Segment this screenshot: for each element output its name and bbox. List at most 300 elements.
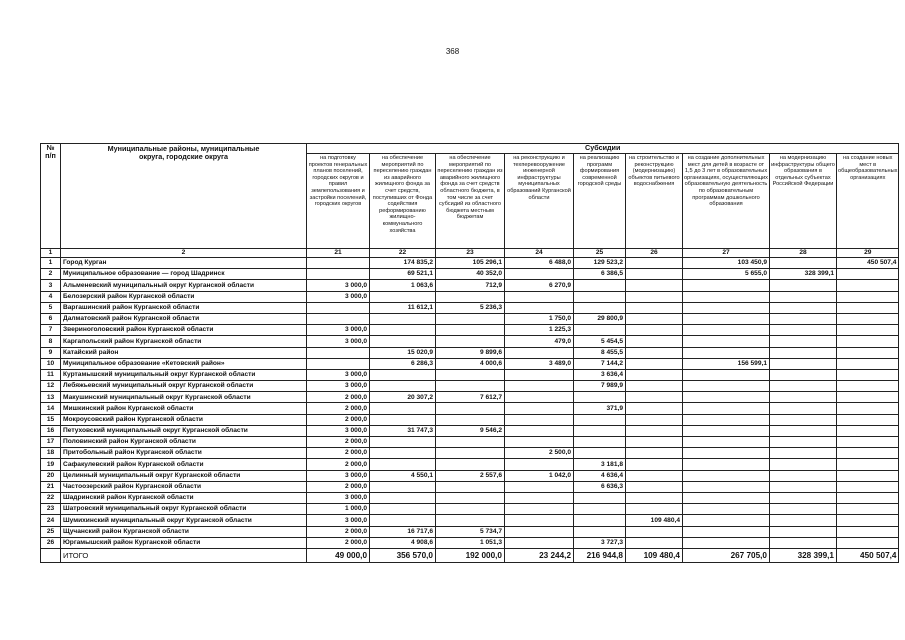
subsidy-value (370, 448, 436, 459)
subcolumn-header: на создание дополнительных мест для детей в возрасте от 1,5 до 3 лет в образовательных организациях, осуществляющих образовательную деятельность по образовательным программам дошкольного образования (683, 154, 770, 249)
subsidy-value (683, 291, 770, 302)
subsidy-value (837, 403, 899, 414)
subsidy-value (505, 459, 574, 470)
subsidy-value (626, 280, 683, 291)
subcolumn-header: на подготовку проектов генеральных планов поселений, городских округов и правил землепользования и застройки поселений, городских округов (307, 154, 370, 249)
subsidy-value (626, 291, 683, 302)
subsidy-value: 1 051,3 (436, 537, 505, 548)
total-value: 450 507,4 (837, 548, 899, 562)
subsidy-value: 5 655,0 (683, 269, 770, 280)
column-number-row (41, 249, 899, 258)
column-number: 1 (41, 249, 61, 258)
subcolumn-header: на реконструкцию и техперевооружение инженерной инфраструктуры муниципальных образований Курганской области (505, 154, 574, 249)
municipality-name: Шатровский муниципальный округ Курганской области (61, 504, 307, 515)
municipality-name: Катайский район (61, 347, 307, 358)
subsidy-value (574, 515, 626, 526)
subsidy-value (307, 347, 370, 358)
table-row (41, 325, 899, 336)
subsidy-value (574, 414, 626, 425)
subsidy-value (770, 280, 837, 291)
subsidy-value (626, 437, 683, 448)
municipality-name: Муниципальное образование «Кетовский район» (61, 358, 307, 369)
subsidy-value (837, 470, 899, 481)
subsidy-value (574, 392, 626, 403)
subsidy-value (837, 537, 899, 548)
subsidy-value (837, 392, 899, 403)
table-row (41, 504, 899, 515)
subsidy-value: 69 521,1 (370, 269, 436, 280)
page-number: 368 (445, 47, 460, 56)
subsidy-value (626, 369, 683, 380)
subsidy-value (626, 403, 683, 414)
subsidy-value (770, 515, 837, 526)
table-row (41, 526, 899, 537)
subsidy-value (370, 369, 436, 380)
subsidy-value (370, 515, 436, 526)
row-number: 10 (41, 358, 61, 369)
subsidy-value (683, 336, 770, 347)
subsidy-value: 109 480,4 (626, 515, 683, 526)
subsidy-value (505, 437, 574, 448)
subsidy-value (436, 504, 505, 515)
subsidy-value (837, 269, 899, 280)
table-row (41, 269, 899, 280)
municipality-name: Притобольный район Курганской области (61, 448, 307, 459)
subsidy-value: 3 000,0 (307, 425, 370, 436)
municipality-name: Сафакулевский район Курганской области (61, 459, 307, 470)
total-value: 328 399,1 (770, 548, 837, 562)
subsidy-value: 6 636,3 (574, 481, 626, 492)
table-row (41, 258, 899, 269)
subsidy-value (837, 291, 899, 302)
subsidy-value (505, 492, 574, 503)
subsidy-value (770, 403, 837, 414)
subsidy-value (436, 336, 505, 347)
subsidy-value (436, 325, 505, 336)
subsidy-value (505, 369, 574, 380)
subsidy-value (574, 425, 626, 436)
row-number: 16 (41, 425, 61, 436)
subsidy-value (626, 347, 683, 358)
subsidy-value (837, 414, 899, 425)
subsidy-value: 2 000,0 (307, 526, 370, 537)
subsidy-value (370, 291, 436, 302)
row-number: 20 (41, 470, 61, 481)
subsidy-value: 3 000,0 (307, 381, 370, 392)
subsidy-value: 3 489,0 (505, 358, 574, 369)
subsidy-value (770, 481, 837, 492)
subsidy-value (837, 515, 899, 526)
subsidy-value (770, 313, 837, 324)
table-row (41, 448, 899, 459)
subsidy-value (626, 481, 683, 492)
subcolumn-header: на строительство и реконструкцию (модернизацию) объектов питьевого водоснабжения (626, 154, 683, 249)
total-value: 23 244,2 (505, 548, 574, 562)
subsidy-value (683, 459, 770, 470)
municipality-name: Куртамышский муниципальный округ Курганской области (61, 369, 307, 380)
row-number: 22 (41, 492, 61, 503)
subsidy-value: 16 717,6 (370, 526, 436, 537)
row-number: 9 (41, 347, 61, 358)
subsidy-value (837, 481, 899, 492)
subsidy-value (683, 515, 770, 526)
subsidy-value (837, 492, 899, 503)
subsidy-value (626, 381, 683, 392)
municipality-name: Город Курган (61, 258, 307, 269)
table-row (41, 392, 899, 403)
subsidy-value: 4 636,4 (574, 470, 626, 481)
subsidy-value: 2 000,0 (307, 448, 370, 459)
subsidy-value: 7 144,2 (574, 358, 626, 369)
subsidy-value (770, 369, 837, 380)
row-number: 14 (41, 403, 61, 414)
municipality-name: Звериноголовский район Курганской области (61, 325, 307, 336)
subcolumn-header: на модернизацию инфраструктуры общего образования в отдельных субъектах Российской Федерации (770, 154, 837, 249)
subsidy-value: 6 488,0 (505, 258, 574, 269)
municipality-name: Белозерский район Курганской области (61, 291, 307, 302)
subsidy-value (436, 492, 505, 503)
subsidy-value (770, 414, 837, 425)
subsidy-value (770, 425, 837, 436)
row-number: 25 (41, 526, 61, 537)
subsidy-value (770, 258, 837, 269)
subsidy-value (626, 358, 683, 369)
row-number: 5 (41, 302, 61, 313)
subsidy-value (626, 336, 683, 347)
column-number: 25 (574, 249, 626, 258)
subsidy-value: 3 000,0 (307, 470, 370, 481)
subsidy-value (683, 481, 770, 492)
subsidy-value: 4 908,6 (370, 537, 436, 548)
subsidy-value: 7 989,9 (574, 381, 626, 392)
subsidy-value (626, 325, 683, 336)
row-number: 19 (41, 459, 61, 470)
subsidy-value (505, 504, 574, 515)
subsidy-value (574, 504, 626, 515)
subsidy-value: 328 399,1 (770, 269, 837, 280)
subsidy-value: 1 750,0 (505, 313, 574, 324)
subsidy-value (436, 403, 505, 414)
table-row (41, 358, 899, 369)
subsidy-value (837, 313, 899, 324)
column-number: 21 (307, 249, 370, 258)
municipality-name: Юргамышский район Курганской области (61, 537, 307, 548)
subsidy-value: 6 286,3 (370, 358, 436, 369)
subsidy-value (436, 459, 505, 470)
subsidy-value (307, 302, 370, 313)
table-row (41, 425, 899, 436)
subsidies-table (40, 143, 899, 563)
subsidy-value (683, 313, 770, 324)
table-row (41, 369, 899, 380)
municipality-name: Муниципальное образование — город Шадринск (61, 269, 307, 280)
subsidy-value (505, 425, 574, 436)
table-row (41, 515, 899, 526)
subsidy-value (837, 280, 899, 291)
municipality-name: Петуховский муниципальный округ Курганской области (61, 425, 307, 436)
table-row (41, 280, 899, 291)
municipality-name: Мокроусовский район Курганской области (61, 414, 307, 425)
col-name-header: Муниципальные районы, муниципальные округа, городские округа (61, 144, 307, 249)
subsidy-value: 3 000,0 (307, 291, 370, 302)
subsidy-value (436, 369, 505, 380)
subsidy-value (626, 448, 683, 459)
subsidy-value (626, 492, 683, 503)
subsidy-value (436, 381, 505, 392)
subsidy-value (574, 302, 626, 313)
subsidy-value (837, 358, 899, 369)
subsidy-value: 479,0 (505, 336, 574, 347)
municipality-name: Мишкинский район Курганской области (61, 403, 307, 414)
subsidy-value (370, 325, 436, 336)
subsidy-value (837, 448, 899, 459)
table-row (41, 381, 899, 392)
subsidy-value (770, 291, 837, 302)
subsidy-value: 2 000,0 (307, 414, 370, 425)
subsidy-value (574, 325, 626, 336)
municipality-name: Лебяжьевский муниципальный округ Курганской области (61, 381, 307, 392)
subsidy-value: 3 000,0 (307, 492, 370, 503)
municipality-name: Каргапольский район Курганской области (61, 336, 307, 347)
subsidy-value (837, 381, 899, 392)
subsidy-value: 6 386,5 (574, 269, 626, 280)
row-number: 8 (41, 336, 61, 347)
subsidy-value (574, 448, 626, 459)
municipality-name: Альменевский муниципальный округ Курганской области (61, 280, 307, 291)
municipality-name: Шумихинский муниципальный округ Курганской области (61, 515, 307, 526)
subsidy-value (370, 381, 436, 392)
subsidy-value (370, 313, 436, 324)
row-number: 26 (41, 537, 61, 548)
total-value: 192 000,0 (436, 548, 505, 562)
subsidy-value: 3 727,3 (574, 537, 626, 548)
subsidy-value (683, 470, 770, 481)
subsidy-value (837, 425, 899, 436)
subsidy-value (626, 425, 683, 436)
municipality-name: Шадринский район Курганской области (61, 492, 307, 503)
table-row (41, 336, 899, 347)
subsidy-value (505, 347, 574, 358)
total-value: 109 480,4 (626, 548, 683, 562)
subsidy-value: 15 020,9 (370, 347, 436, 358)
subsidy-value (770, 470, 837, 481)
subsidy-value (770, 437, 837, 448)
table-row (41, 347, 899, 358)
subsidy-value (505, 302, 574, 313)
subsidy-value (505, 515, 574, 526)
subsidy-value (837, 526, 899, 537)
column-number: 26 (626, 249, 683, 258)
subsidy-value: 3 000,0 (307, 369, 370, 380)
subsidy-value (370, 459, 436, 470)
subsidy-value: 174 835,2 (370, 258, 436, 269)
table-row (41, 291, 899, 302)
subsidy-value (307, 313, 370, 324)
subsidy-value (370, 403, 436, 414)
subsidy-value (505, 537, 574, 548)
subcolumn-header: на реализацию программ формирования современной городской среды (574, 154, 626, 249)
subsidy-value (683, 448, 770, 459)
subsidy-value: 20 307,2 (370, 392, 436, 403)
subsidy-value (683, 504, 770, 515)
subsidy-value: 1 225,3 (505, 325, 574, 336)
subsidy-value (370, 481, 436, 492)
subsidy-value (683, 280, 770, 291)
total-value: 49 000,0 (307, 548, 370, 562)
column-number: 27 (683, 249, 770, 258)
subsidy-value: 2 000,0 (307, 537, 370, 548)
subcolumn-header: на обеспечение мероприятий по переселению граждан из аварийного жилищного фонда за счет средств, поступивших от Фонда содействия реформированию жилищно-коммунального хозяйства (370, 154, 436, 249)
row-number: 21 (41, 481, 61, 492)
total-value: 216 944,8 (574, 548, 626, 562)
column-number: 2 (61, 249, 307, 258)
subsidy-value (770, 537, 837, 548)
table-row (41, 459, 899, 470)
subsidy-value: 9 546,2 (436, 425, 505, 436)
subsidy-value (683, 392, 770, 403)
subsidy-value: 3 000,0 (307, 515, 370, 526)
subsidy-value (307, 258, 370, 269)
subsidy-value (436, 313, 505, 324)
subsidy-value (837, 347, 899, 358)
table-row (41, 302, 899, 313)
column-number: 23 (436, 249, 505, 258)
subsidy-value (837, 459, 899, 470)
subsidy-value (370, 437, 436, 448)
subsidy-value (307, 358, 370, 369)
subsidy-value (770, 381, 837, 392)
row-number: 15 (41, 414, 61, 425)
subsidy-value: 31 747,3 (370, 425, 436, 436)
subsidy-value (626, 313, 683, 324)
table-row (41, 313, 899, 324)
subsidy-value: 5 734,7 (436, 526, 505, 537)
subsidy-value (770, 302, 837, 313)
subsidy-value (505, 526, 574, 537)
subsidy-value: 7 612,7 (436, 392, 505, 403)
subsidy-value (436, 291, 505, 302)
subsidy-value (770, 504, 837, 515)
subsidy-value (574, 526, 626, 537)
subsidy-value: 156 599,1 (683, 358, 770, 369)
subsidy-value: 2 557,6 (436, 470, 505, 481)
subsidy-value (370, 492, 436, 503)
subsidy-value: 9 899,6 (436, 347, 505, 358)
total-value: 267 705,0 (683, 548, 770, 562)
municipality-name: Частоозерский район Курганской области (61, 481, 307, 492)
subsidy-value: 2 000,0 (307, 392, 370, 403)
row-number: 2 (41, 269, 61, 280)
column-number: 22 (370, 249, 436, 258)
subsidy-value: 103 450,9 (683, 258, 770, 269)
row-number: 6 (41, 313, 61, 324)
total-value: 356 570,0 (370, 548, 436, 562)
subsidy-value (770, 448, 837, 459)
subsidy-value: 2 000,0 (307, 481, 370, 492)
subsidy-value (683, 302, 770, 313)
subsidy-value (626, 392, 683, 403)
total-label: ИТОГО (61, 548, 307, 562)
subsidy-value: 3 181,8 (574, 459, 626, 470)
subsidy-value: 1 000,0 (307, 504, 370, 515)
subsidy-value: 4 000,6 (436, 358, 505, 369)
total-number-cell (41, 548, 61, 562)
subsidy-value (505, 291, 574, 302)
subsidy-value: 129 523,2 (574, 258, 626, 269)
subsidy-value (505, 414, 574, 425)
subsidy-value (370, 336, 436, 347)
subsidy-value (505, 403, 574, 414)
table-row (41, 537, 899, 548)
subsidy-value (837, 369, 899, 380)
row-number: 24 (41, 515, 61, 526)
subsidy-value (683, 425, 770, 436)
subsidy-value: 3 000,0 (307, 280, 370, 291)
subsidy-value: 2 000,0 (307, 403, 370, 414)
table-row (41, 437, 899, 448)
subsidy-value (770, 459, 837, 470)
subsidy-value (770, 392, 837, 403)
subsidy-value: 105 296,1 (436, 258, 505, 269)
subsidy-value: 11 612,1 (370, 302, 436, 313)
subsidy-value: 3 636,4 (574, 369, 626, 380)
subsidy-value (626, 504, 683, 515)
subsidy-value (626, 269, 683, 280)
subsidy-value: 6 270,9 (505, 280, 574, 291)
subsidy-value (436, 448, 505, 459)
subsidy-value: 371,9 (574, 403, 626, 414)
subcolumn-header: на создание новых мест в общеобразовательных организациях (837, 154, 899, 249)
subsidy-value (683, 526, 770, 537)
column-number: 28 (770, 249, 837, 258)
subsidy-value (574, 280, 626, 291)
row-number: 3 (41, 280, 61, 291)
subsidy-value: 3 000,0 (307, 336, 370, 347)
subsidy-value: 5 454,5 (574, 336, 626, 347)
subsidy-value (770, 492, 837, 503)
row-number: 11 (41, 369, 61, 380)
subsidy-value (436, 414, 505, 425)
municipality-name: Целинный муниципальный округ Курганской области (61, 470, 307, 481)
subsidy-value (574, 492, 626, 503)
subsidy-value (370, 414, 436, 425)
subsidy-value (626, 258, 683, 269)
subsidy-value (837, 325, 899, 336)
subsidy-value (683, 492, 770, 503)
subsidy-value (505, 392, 574, 403)
municipality-name: Варгашинский район Курганской области (61, 302, 307, 313)
subsidy-value (837, 437, 899, 448)
table-row (41, 414, 899, 425)
subsidy-value (626, 302, 683, 313)
subsidy-value: 1 042,0 (505, 470, 574, 481)
subsidy-value (770, 347, 837, 358)
subsidy-value (370, 504, 436, 515)
subsidy-value (683, 369, 770, 380)
subsidy-value (436, 481, 505, 492)
row-number: 4 (41, 291, 61, 302)
subsidy-value: 712,9 (436, 280, 505, 291)
subsidy-value (770, 325, 837, 336)
subsidy-value (574, 291, 626, 302)
row-number: 13 (41, 392, 61, 403)
subsidy-value (436, 515, 505, 526)
col-number-header: № п/п (41, 144, 61, 249)
subsidy-value (626, 526, 683, 537)
subsidies-header: Субсидии (307, 144, 899, 154)
subsidy-value: 8 455,5 (574, 347, 626, 358)
subsidy-value (683, 403, 770, 414)
